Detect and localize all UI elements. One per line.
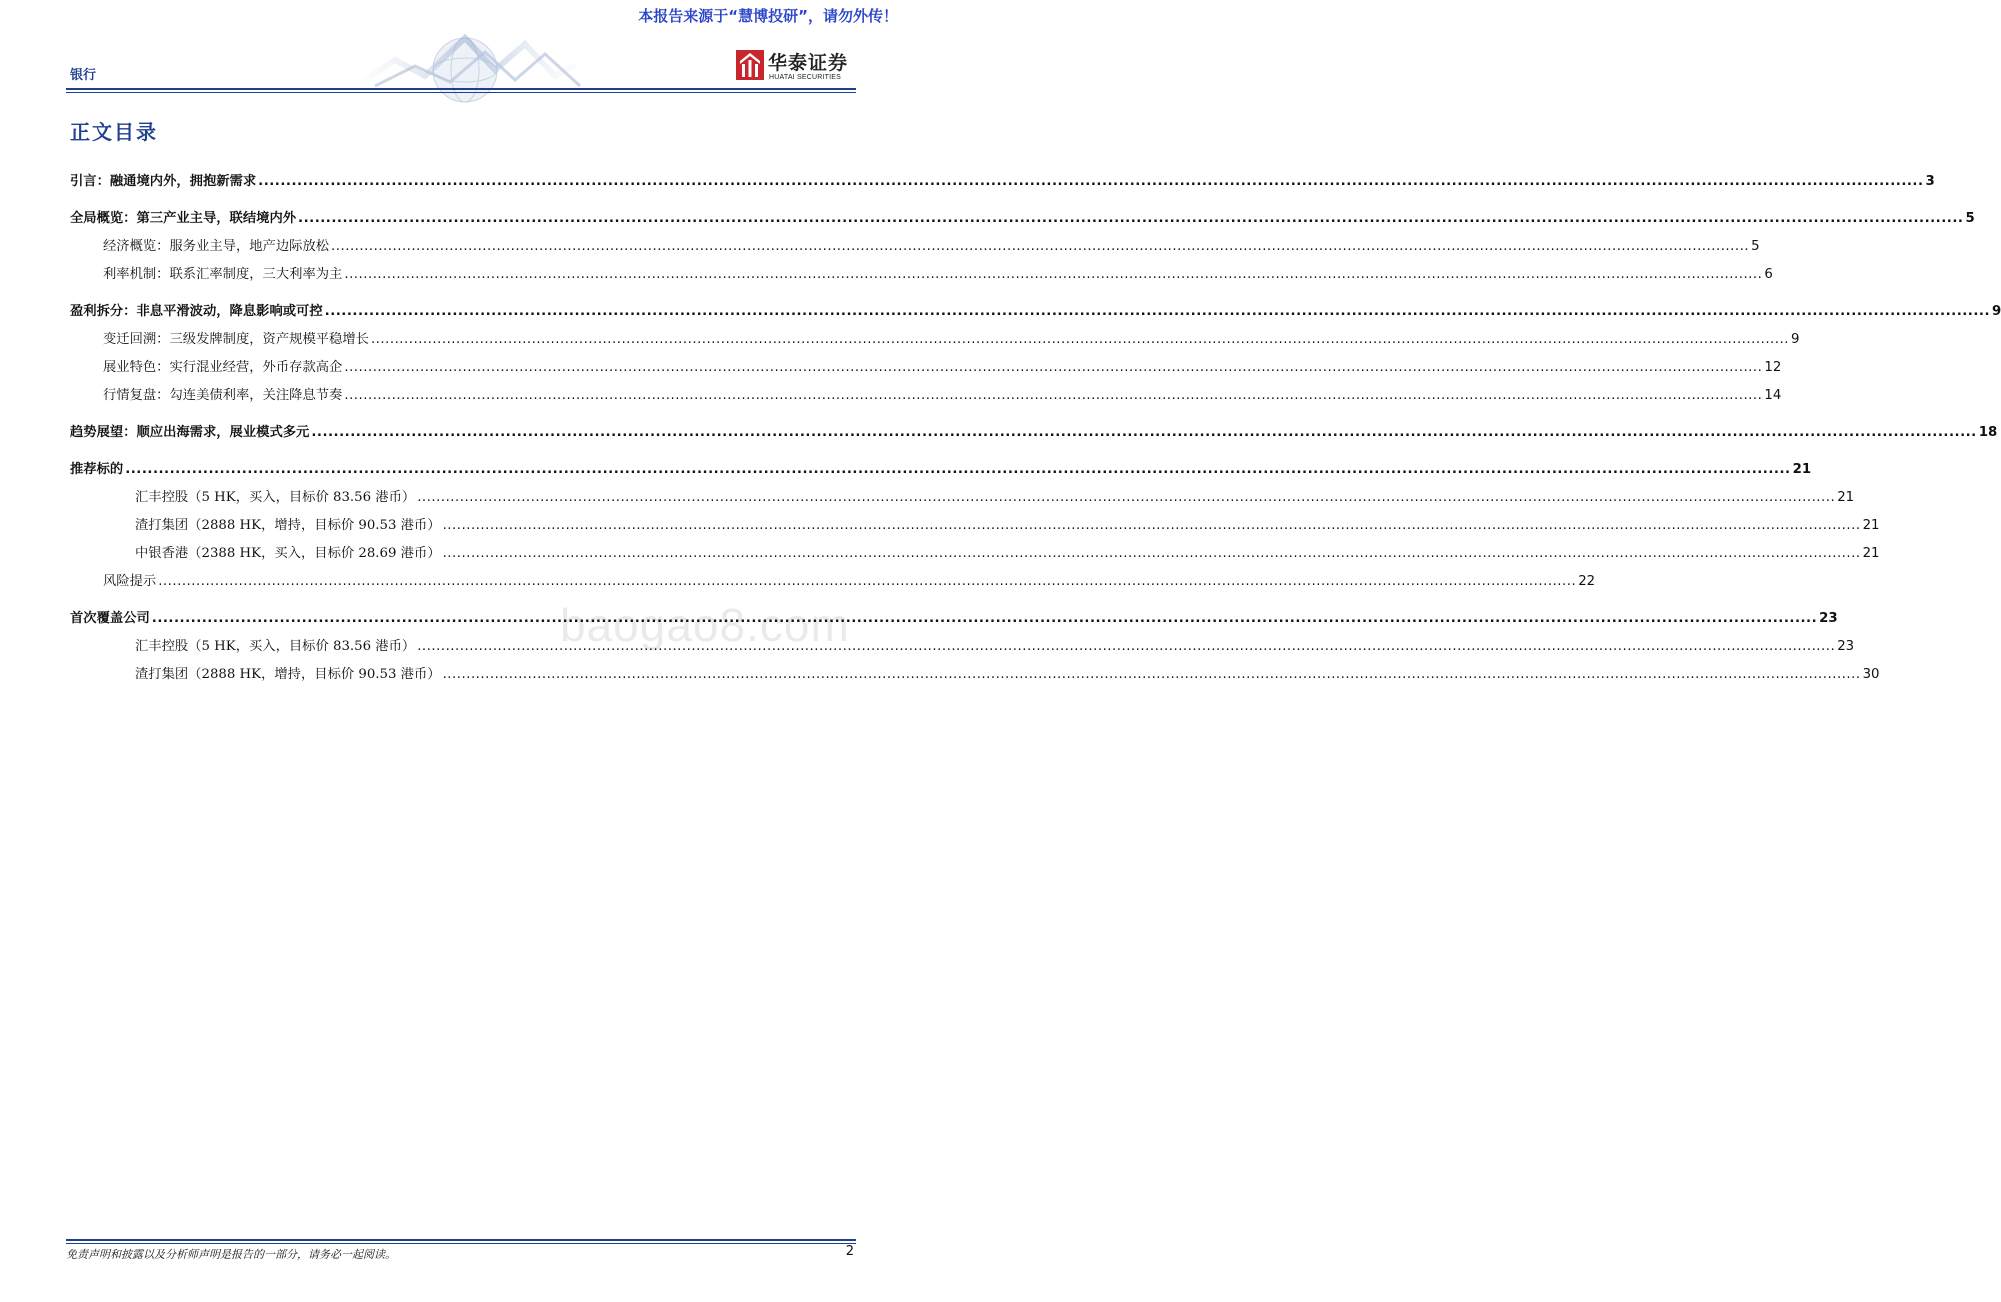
- toc-entry[interactable]: [70, 209, 1975, 229]
- toc-entry-page: 21: [1862, 546, 1880, 561]
- toc-leader-dots: ............................................................................................................................................................................................................................................................................................................: [417, 490, 1836, 505]
- toc-entry[interactable]: [70, 423, 1998, 443]
- toc-entry-title: 中银香港（2388 HK，买入，目标价 28.69 港币）: [135, 546, 441, 561]
- page-number: 2: [845, 1244, 854, 1259]
- toc-entry[interactable]: [70, 609, 1838, 629]
- toc-entry-page: 21: [1862, 518, 1880, 533]
- report-category: 银行: [70, 68, 97, 83]
- toc-entry-page: 9: [1992, 304, 2001, 319]
- logo-name-en: HUATAI SECURITIES: [769, 74, 841, 81]
- header-divider-thin: [66, 92, 856, 93]
- toc-entry-title: 首次覆盖公司: [70, 611, 150, 626]
- toc-leader-dots: ............................................................................................................................................................................................................................................................................................................: [344, 360, 1763, 375]
- footer-disclaimer: 免责声明和披露以及分析师声明是报告的一部分，请务必一起阅读。: [66, 1248, 396, 1261]
- toc-entry-page: 23: [1837, 639, 1855, 654]
- toc-entry[interactable]: [135, 516, 1880, 536]
- toc-entry-title: 汇丰控股（5 HK，买入，目标价 83.56 港币）: [135, 490, 416, 505]
- header-globe-graphic: [355, 30, 585, 88]
- toc-entry-title: 利率机制：联系汇率制度，三大利率为主: [103, 267, 343, 282]
- huatai-logo-mark-icon: [736, 50, 764, 80]
- toc-entry-title: 行情复盘：勾连美债利率，关注降息节奏: [103, 388, 343, 403]
- toc-entry-page: 30: [1862, 667, 1880, 682]
- toc-entry-title: 推荐标的: [70, 462, 124, 477]
- toc-entry[interactable]: [103, 386, 1782, 406]
- toc-entry-title: 展业特色：实行混业经营，外币存款高企: [103, 360, 343, 375]
- toc-entry-page: 18: [1978, 425, 1998, 440]
- toc-entry-page: 9: [1790, 332, 1800, 347]
- footer-divider: [66, 1239, 856, 1241]
- toc-leader-dots: ............................................................................................................................................................................................................................................................................................................: [442, 667, 1861, 682]
- toc-entry-page: 3: [1925, 174, 1935, 189]
- toc-entry-title: 趋势展望：顺应出海需求，展业模式多元: [70, 425, 310, 440]
- toc-leader-dots: ............................................................................................................................................................................................................................................................................................................: [331, 239, 1750, 254]
- toc-entry-title: 渣打集团（2888 HK，增持，目标价 90.53 港币）: [135, 518, 441, 533]
- toc-entry-title: 引言：融通境内外，拥抱新需求: [70, 174, 257, 189]
- toc-entry[interactable]: [135, 544, 1880, 564]
- logo-name-cn: 华泰证券: [768, 52, 849, 74]
- toc-entry-title: 渣打集团（2888 HK，增持，目标价 90.53 港币）: [135, 667, 441, 682]
- toc-leader-dots: ............................................................................................................................................................................................................................................................................................................: [311, 425, 1977, 440]
- toc-entry-title: 汇丰控股（5 HK，买入，目标价 83.56 港币）: [135, 639, 416, 654]
- toc-entry-title: 盈利拆分：非息平滑波动，降息影响或可控: [70, 304, 323, 319]
- toc-leader-dots: ............................................................................................................................................................................................................................................................................................................: [125, 462, 1791, 477]
- toc-entry[interactable]: [103, 237, 1760, 257]
- header-divider: [66, 88, 856, 90]
- toc-entry-title: 经济概览：服务业主导，地产边际放松: [103, 239, 330, 254]
- toc-entry-page: 12: [1764, 360, 1782, 375]
- toc-entry[interactable]: [103, 330, 1800, 350]
- toc-leader-dots: ............................................................................................................................................................................................................................................................................................................: [417, 639, 1836, 654]
- footer-divider-thin: [66, 1243, 856, 1244]
- toc-entry[interactable]: [103, 572, 1596, 592]
- toc-entry[interactable]: [103, 265, 1773, 285]
- toc-leader-dots: ............................................................................................................................................................................................................................................................................................................: [442, 518, 1861, 533]
- toc-entry-page: 23: [1819, 611, 1838, 626]
- toc-leader-dots: ............................................................................................................................................................................................................................................................................................................: [298, 211, 1964, 226]
- toc-entry[interactable]: [135, 488, 1855, 508]
- toc-entry[interactable]: [135, 665, 1880, 685]
- toc-entry[interactable]: [103, 358, 1782, 378]
- toc-entry[interactable]: [70, 302, 2001, 322]
- toc-entry-page: 21: [1837, 490, 1855, 505]
- toc-entry[interactable]: [135, 637, 1855, 657]
- toc-title: 正文目录: [70, 120, 158, 144]
- toc-entry-title: 全局概览：第三产业主导，联结境内外: [70, 211, 297, 226]
- toc-entry-page: 22: [1578, 574, 1596, 589]
- toc-leader-dots: ............................................................................................................................................................................................................................................................................................................: [442, 546, 1861, 561]
- toc-leader-dots: ............................................................................................................................................................................................................................................................................................................: [370, 332, 1789, 347]
- toc-entry-page: 14: [1764, 388, 1782, 403]
- toc-leader-dots: ............................................................................................................................................................................................................................................................................................................: [151, 611, 1818, 626]
- toc-leader-dots: ............................................................................................................................................................................................................................................................................................................: [258, 174, 1924, 189]
- toc-entry-page: 5: [1965, 211, 1975, 226]
- source-notice: 本报告来源于“慧博投研”，请勿外传！: [638, 7, 898, 25]
- toc-entry-title: 变迁回溯：三级发牌制度，资产规模平稳增长: [103, 332, 369, 347]
- toc-leader-dots: ............................................................................................................................................................................................................................................................................................................: [324, 304, 1991, 319]
- watermark: baogao8.com: [560, 599, 850, 651]
- toc-entry-title: 风险提示: [103, 574, 157, 589]
- toc-leader-dots: ............................................................................................................................................................................................................................................................................................................: [344, 267, 1763, 282]
- toc-entry-page: 6: [1764, 267, 1773, 282]
- toc-entry-page: 5: [1751, 239, 1760, 254]
- toc-leader-dots: ............................................................................................................................................................................................................................................................................................................: [344, 388, 1763, 403]
- huatai-logo: [736, 50, 856, 86]
- toc-leader-dots: ............................................................................................................................................................................................................................................................................................................: [158, 574, 1577, 589]
- toc-entry[interactable]: [70, 460, 1812, 480]
- toc-entry-page: 21: [1792, 462, 1812, 477]
- toc-entry[interactable]: [70, 172, 1935, 192]
